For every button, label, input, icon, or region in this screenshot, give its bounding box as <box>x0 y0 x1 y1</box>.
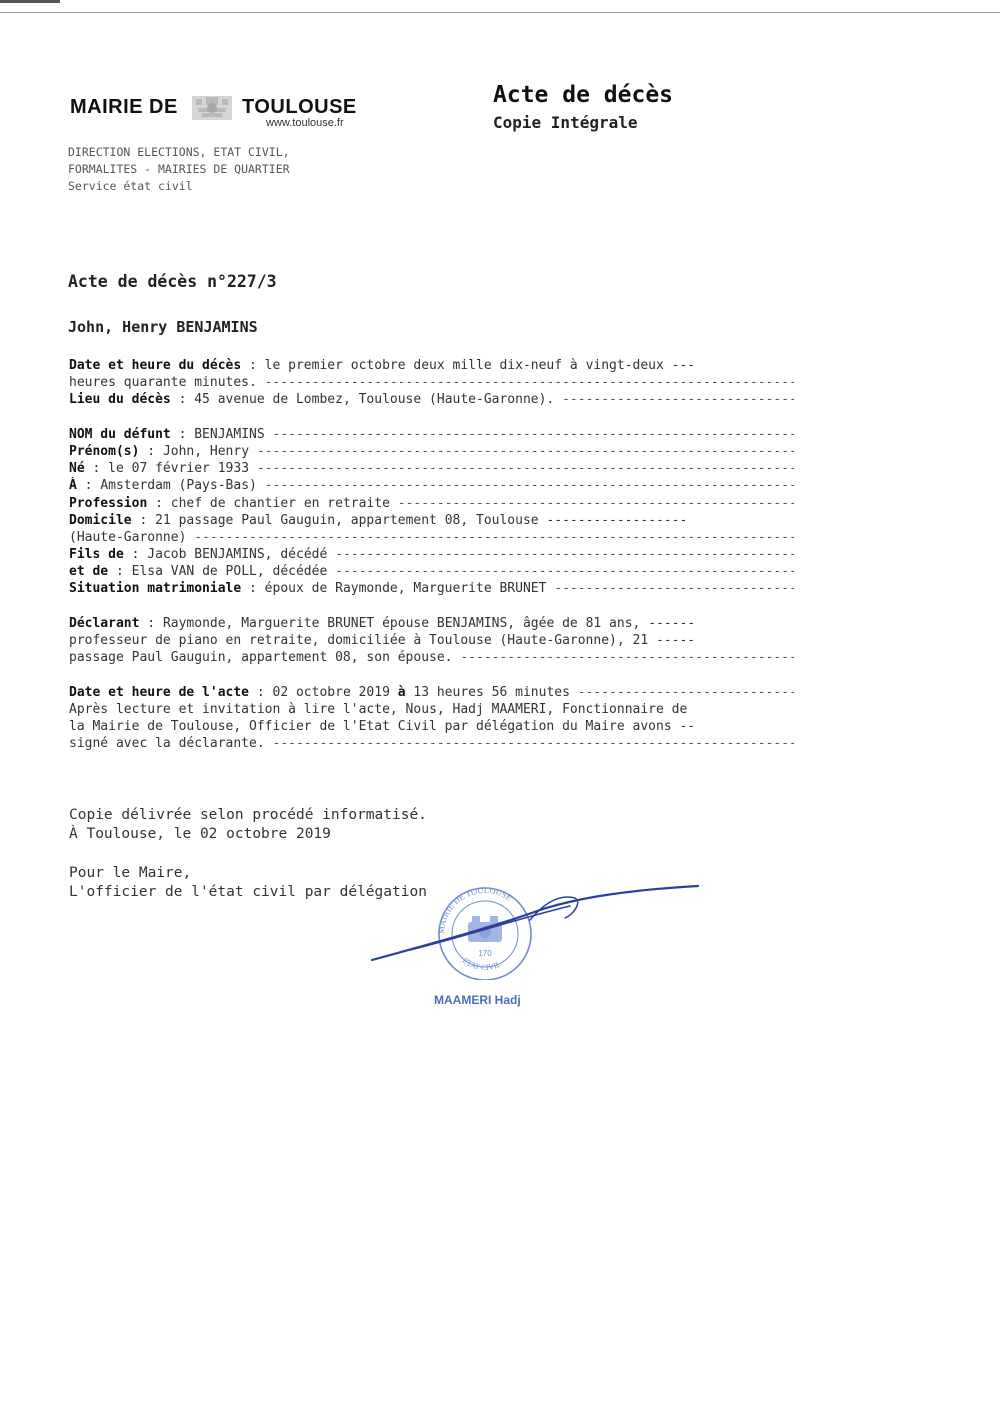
field-label: Né <box>69 461 85 477</box>
mairie-logo <box>70 92 360 138</box>
act-text-row <box>69 701 794 718</box>
signatory-name: MAAMERI Hadj <box>434 993 521 1007</box>
department-line: Service état civil <box>68 179 193 193</box>
death-datetime-row-cont <box>69 374 794 391</box>
marital-row: Situation matrimoniale : époux de Raymonde, Marguerite BRUNET ----- <box>69 580 794 597</box>
logo-url: www.toulouse.fr <box>266 117 344 129</box>
field-label: Domicile <box>69 512 132 528</box>
surname-row: NOM du défunt : BENJAMINS ----- <box>69 426 794 443</box>
field-value: Jacob BENJAMINS, décédé <box>147 547 328 563</box>
copy-statement <box>69 806 427 844</box>
born-row: Né : le 07 février 1933 ----- <box>69 460 794 477</box>
field-label: NOM du défunt <box>69 426 171 442</box>
field-value: 13 heures 56 minutes <box>413 684 570 700</box>
act-text: Après lecture et invitation à lire l'acte, Nous, Hadj MAAMERI, Fonctionnaire de <box>69 701 688 717</box>
logo-text-right: TOULOUSE <box>242 96 357 118</box>
field-label: Situation matrimoniale <box>69 581 242 597</box>
field-value-connector: à <box>397 684 406 700</box>
act-text: signé avec la déclarante. <box>69 736 265 752</box>
act-number: Acte de décès n°227/3 <box>68 272 277 291</box>
and-of-row: et de : Elsa VAN de POLL, décédée ----- <box>69 563 794 580</box>
sign-line: L'officier de l'état civil par délégation <box>69 884 427 900</box>
field-label: Déclarant <box>69 615 140 631</box>
field-value: époux de Raymonde, Marguerite BRUNET <box>264 581 547 597</box>
field-label: et de <box>69 564 109 580</box>
field-value: professeur de piano en retraite, domiciliée à Toulouse (Haute-Garonne), 21 ----- <box>69 633 696 648</box>
field-value: le premier octobre deux mille dix-neuf à vingt-deux --- <box>264 358 696 373</box>
department-line: FORMALITES - MAIRIES DE QUARTIER <box>68 162 290 176</box>
act-text: la Mairie de Toulouse, Officier de l'Etat Civil par délégation du Maire avons -- <box>69 718 696 734</box>
field-value: 02 octobre 2019 <box>272 684 390 700</box>
son-of-row: Fils de : Jacob BENJAMINS, décédé ----- <box>69 546 794 563</box>
department-block <box>68 144 290 195</box>
act-text-row <box>69 718 794 735</box>
act-body <box>69 357 794 752</box>
act-datetime-row: Date et heure de l'acte : 02 octobre 2019 à 13 heures 56 minutes ----- <box>69 684 794 701</box>
field-value: Raymonde, Marguerite BRUNET épouse BENJAMINS, âgée de 81 ans, ------ <box>162 615 696 631</box>
field-label: Profession <box>69 495 148 511</box>
act-text-row <box>69 735 794 752</box>
sign-line: Pour le Maire, <box>69 865 192 881</box>
handwritten-signature <box>370 880 700 973</box>
copy-line: À Toulouse, le 02 octobre 2019 <box>69 826 331 842</box>
toulouse-emblem-icon <box>188 92 236 124</box>
domicile-row-cont <box>69 529 794 546</box>
field-value: John, Henry <box>162 443 250 459</box>
field-value: Amsterdam (Pays-Bas) <box>100 478 257 494</box>
declarant-row: Déclarant : Raymonde, Marguerite BRUNET épouse BENJAMINS, âgée de 81 ans, ------ <box>69 615 696 631</box>
field-label: Date et heure de l'acte <box>69 684 250 700</box>
logo-text-left: MAIRIE DE <box>70 96 178 118</box>
field-value: 45 avenue de Lombez, Toulouse (Haute-Garonne). <box>194 392 555 408</box>
document-title: Acte de décès <box>493 82 674 108</box>
born-place-row: À : Amsterdam (Pays-Bas) ----- <box>69 477 794 494</box>
deceased-name: John, Henry BENJAMINS <box>68 318 258 336</box>
scan-artifact-line <box>0 12 1000 13</box>
field-value: passage Paul Gauguin, appartement 08, son épouse. <box>69 650 453 666</box>
field-label: Fils de <box>69 547 124 563</box>
domicile-row: Domicile : 21 passage Paul Gauguin, appartement 08, Toulouse ------------------ <box>69 512 688 528</box>
field-value: Elsa VAN de POLL, décédée <box>131 564 328 580</box>
field-label: Prénom(s) <box>69 443 140 459</box>
field-value: 21 passage Paul Gauguin, appartement 08, Toulouse ------------------ <box>155 512 688 528</box>
field-value: (Haute-Garonne) <box>69 529 187 545</box>
seal-text-bottom: ETAT CIVIL <box>460 955 503 973</box>
death-datetime-row: Date et heure du décès : le premier octobre deux mille dix-neuf à vingt-deux --- <box>69 358 696 373</box>
field-value: BENJAMINS <box>194 426 265 442</box>
field-label: À <box>69 478 77 494</box>
department-line: DIRECTION ELECTIONS, ETAT CIVIL, <box>68 145 290 159</box>
declarant-row-cont <box>69 649 794 666</box>
profession-row: Profession : chef de chantier en retraite ----- <box>69 495 794 512</box>
firstnames-row: Prénom(s) : John, Henry ----- <box>69 443 794 460</box>
copy-line: Copie délivrée selon procédé informatisé. <box>69 807 427 823</box>
death-place-row: Lieu du décès : 45 avenue de Lombez, Toulouse (Haute-Garonne). ----- <box>69 391 794 408</box>
field-label: Date et heure du décès <box>69 358 242 373</box>
declarant-row-cont <box>69 632 794 649</box>
field-value: heures quarante minutes. <box>69 375 257 391</box>
document-subtitle: Copie Intégrale <box>493 113 638 132</box>
scan-artifact-mark <box>0 0 60 3</box>
field-value: le 07 février 1933 <box>108 461 250 477</box>
field-label: Lieu du décès <box>69 392 171 408</box>
field-value: chef de chantier en retraite <box>170 495 390 511</box>
seal-text-top: MAIRIE DE TOULOUSE <box>435 884 514 935</box>
seal-number: 170 <box>478 949 492 958</box>
